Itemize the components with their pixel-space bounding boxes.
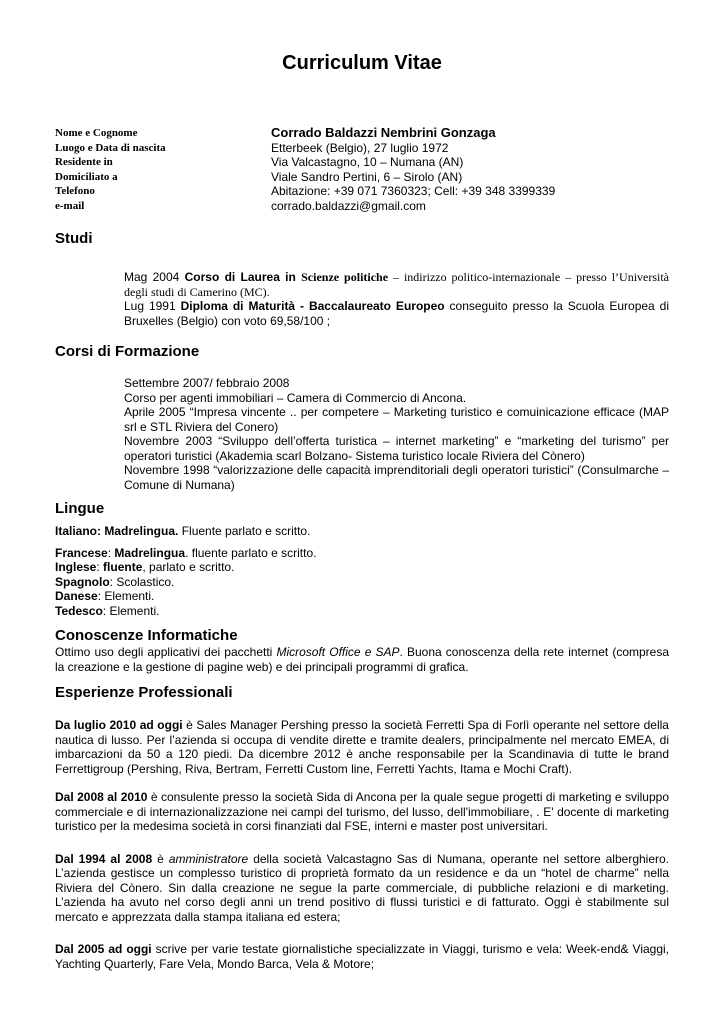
experience-item xyxy=(55,852,669,925)
diploma-title: Diploma di Maturità - Baccalaureato Europeo xyxy=(180,299,445,313)
experience-period: Dal 1994 al 2008 xyxy=(55,851,153,866)
personal-info xyxy=(55,126,685,214)
experience-period: Dal 2008 al 2010 xyxy=(55,790,148,804)
lang-sep: : xyxy=(96,560,104,574)
lang-italiano-level: Fluente parlato e scritto. xyxy=(178,524,311,538)
lang-danese xyxy=(55,589,669,604)
lingue-section xyxy=(55,524,669,618)
section-heading-informatica: Conoscenze Informatiche xyxy=(55,627,238,644)
lang-spagnolo xyxy=(55,575,669,590)
corsi-line: Aprile 2005 “Impresa vincente .. per competere – Marketing turistico e comuinicazione efficace (MAP srl e STL Riviera del Conero) xyxy=(124,405,669,434)
corsi-line: Corso per agenti immobiliari – Camera di Commercio di Ancona. xyxy=(124,390,467,405)
lang-detail: , parlato e scritto. xyxy=(142,560,235,574)
experience-description: della società Valcastagno Sas di Numana, operante nel settore alberghiero. L’azienda gestisce un complesso turistico di proprietà formato da un residence e da un “hotel de charme” nella Riviera del Cònero. Sin dalla creazione ne segue la parte commerciale, di pubbliche relazioni e di marketing. L’azienda ha avuto nel corso degli anni un trend positivo di flussi turistici e di fatturato. Oggi è stabilmente sul mercato e apprezzata dalla stampa italiana ed estera; xyxy=(55,851,670,924)
personal-label: Luogo e Data di nascita xyxy=(55,141,166,154)
lang-italiano-label: Italiano: Madrelingua. xyxy=(55,524,179,538)
experience-description: è consulente presso la società Sida di Ancona per la quale segue progetti di marketing e sviluppo commerciale e di internazionalizzazione nei campi del turismo, del lusso, dell'immobiliare, . E' docente di marketing turistico per la medesima società in corsi finanziati dal FSE, interni e master post universitari. xyxy=(55,790,669,833)
corsi-section xyxy=(124,376,669,492)
experience-text: è xyxy=(152,851,169,866)
experience-item xyxy=(55,718,669,776)
studi-section xyxy=(124,270,669,328)
laurea-title: Corso di Laurea in xyxy=(184,270,296,284)
diploma-date: Lug 1991 xyxy=(124,299,181,313)
experience-description: scrive per varie testate giornalistiche specializzate in Viaggi, turismo e vela: Week-end& Viaggi, Yachting Quarterly, Fare Vela, Mondo Barca, Vela & Motore; xyxy=(55,942,670,971)
studi-diploma xyxy=(124,299,669,328)
lang-detail: : Elementi. xyxy=(97,589,155,603)
experience-description: è Sales Manager Pershing presso la società Ferretti Spa di Forlì operante nel settore della nautica di lusso. Per l’azienda si occupa di vendite dirette e tramite dealers, principalmente nel mercato EMEA, di imbarcazioni da 50 a 120 piedi. Da dicembre 2012 è anche responsabile per la Scandinavia di tutte le brand Ferrettigroup (Pershing, Riva, Bertram, Ferretti Custom line, Ferretti Yachts, Itama e Mochi Craft). xyxy=(55,718,669,776)
laurea-field: Scienze politiche xyxy=(301,270,389,284)
laurea-rest: – indirizzo politico-internazionale – presso l’Università degli studi di Camerino (MC). xyxy=(124,270,670,299)
lang-level: Madrelingua xyxy=(114,545,186,560)
corsi-line: Novembre 1998 “valorizzazione delle capacità imprenditoriali degli operatori turistici” (Consulmarche – Comune di Numana) xyxy=(124,463,669,492)
esperienze-section xyxy=(55,718,669,971)
personal-label: e-mail xyxy=(55,199,85,212)
lang-inglese xyxy=(55,560,669,575)
experience-period: Da luglio 2010 ad oggi xyxy=(55,718,183,732)
personal-label: Telefono xyxy=(55,185,95,198)
experience-item xyxy=(55,790,669,834)
diploma-rest: conseguito presso la Scuola Europea di Bruxelles (Belgio) con voto 69,58/100 ; xyxy=(124,299,669,328)
informatica-section xyxy=(55,645,669,674)
section-heading-corsi: Corsi di Formazione xyxy=(55,343,200,360)
informatica-text-b: . Buona conoscenza della rete internet (compresa la creazione e la gestione di pagine web) e dei principali programmi di grafica. xyxy=(55,645,670,674)
personal-value: Via Valcastagno, 10 – Numana (AN) xyxy=(271,155,464,170)
lang-level: fluente xyxy=(103,560,143,574)
lang-francese xyxy=(55,546,669,561)
personal-row-domicile xyxy=(55,170,685,185)
lang-label: Tedesco xyxy=(55,603,103,618)
lang-label: Spagnolo xyxy=(55,574,110,589)
personal-value: Viale Sandro Pertini, 6 – Sirolo (AN) xyxy=(271,169,463,184)
personal-row-phone xyxy=(55,184,685,199)
lang-detail: : Elementi. xyxy=(102,603,160,618)
personal-row-name xyxy=(55,126,685,141)
lang-label: Francese xyxy=(55,545,108,560)
section-heading-studi: Studi xyxy=(55,230,93,247)
document-title: Curriculum Vitae xyxy=(282,52,442,74)
corsi-line: Settembre 2007/ febbraio 2008 xyxy=(124,376,290,390)
personal-label: Residente in xyxy=(55,156,113,169)
section-heading-lingue: Lingue xyxy=(55,500,105,517)
lang-label: Danese xyxy=(55,589,98,603)
lang-detail: . fluente parlato e scritto. xyxy=(185,545,317,560)
personal-label: Nome e Cognome xyxy=(55,127,138,139)
lang-detail: : Scolastico. xyxy=(109,574,175,589)
personal-value: Etterbeek (Belgio), 27 luglio 1972 xyxy=(271,140,449,155)
experience-role: amministratore xyxy=(168,851,249,866)
experience-item xyxy=(55,942,669,971)
personal-row-residence xyxy=(55,155,685,170)
personal-label: Domiciliato a xyxy=(55,170,118,183)
experience-period: Dal 2005 ad oggi xyxy=(55,942,152,956)
personal-value: Abitazione: +39 071 7360323; Cell: +39 348 3399339 xyxy=(271,184,556,199)
informatica-software: Microsoft Office e SAP xyxy=(276,645,400,659)
personal-row-birth xyxy=(55,141,685,156)
personal-row-email xyxy=(55,199,685,214)
studi-laurea xyxy=(124,270,669,299)
personal-value: corrado.baldazzi@gmail.com xyxy=(271,198,426,213)
section-heading-esperienze: Esperienze Professionali xyxy=(55,684,233,701)
laurea-date: Mag 2004 xyxy=(124,270,180,284)
lang-label: Inglese xyxy=(55,560,97,574)
lang-italiano xyxy=(55,524,669,539)
informatica-text xyxy=(55,645,669,674)
personal-value: Corrado Baldazzi Nembrini Gonzaga xyxy=(271,125,496,140)
corsi-line: Novembre 2003 “Sviluppo dell’offerta turistica – internet marketing” e “marketing del turismo” per operatori turistici (Akademia scarl Bolzano- Sistema turistico locale Riviera del Cònero) xyxy=(124,434,669,463)
lang-sep: : xyxy=(107,545,115,560)
lang-tedesco xyxy=(55,604,669,619)
informatica-text-a: Ottimo uso degli applicativi dei pacchetti xyxy=(55,645,277,659)
